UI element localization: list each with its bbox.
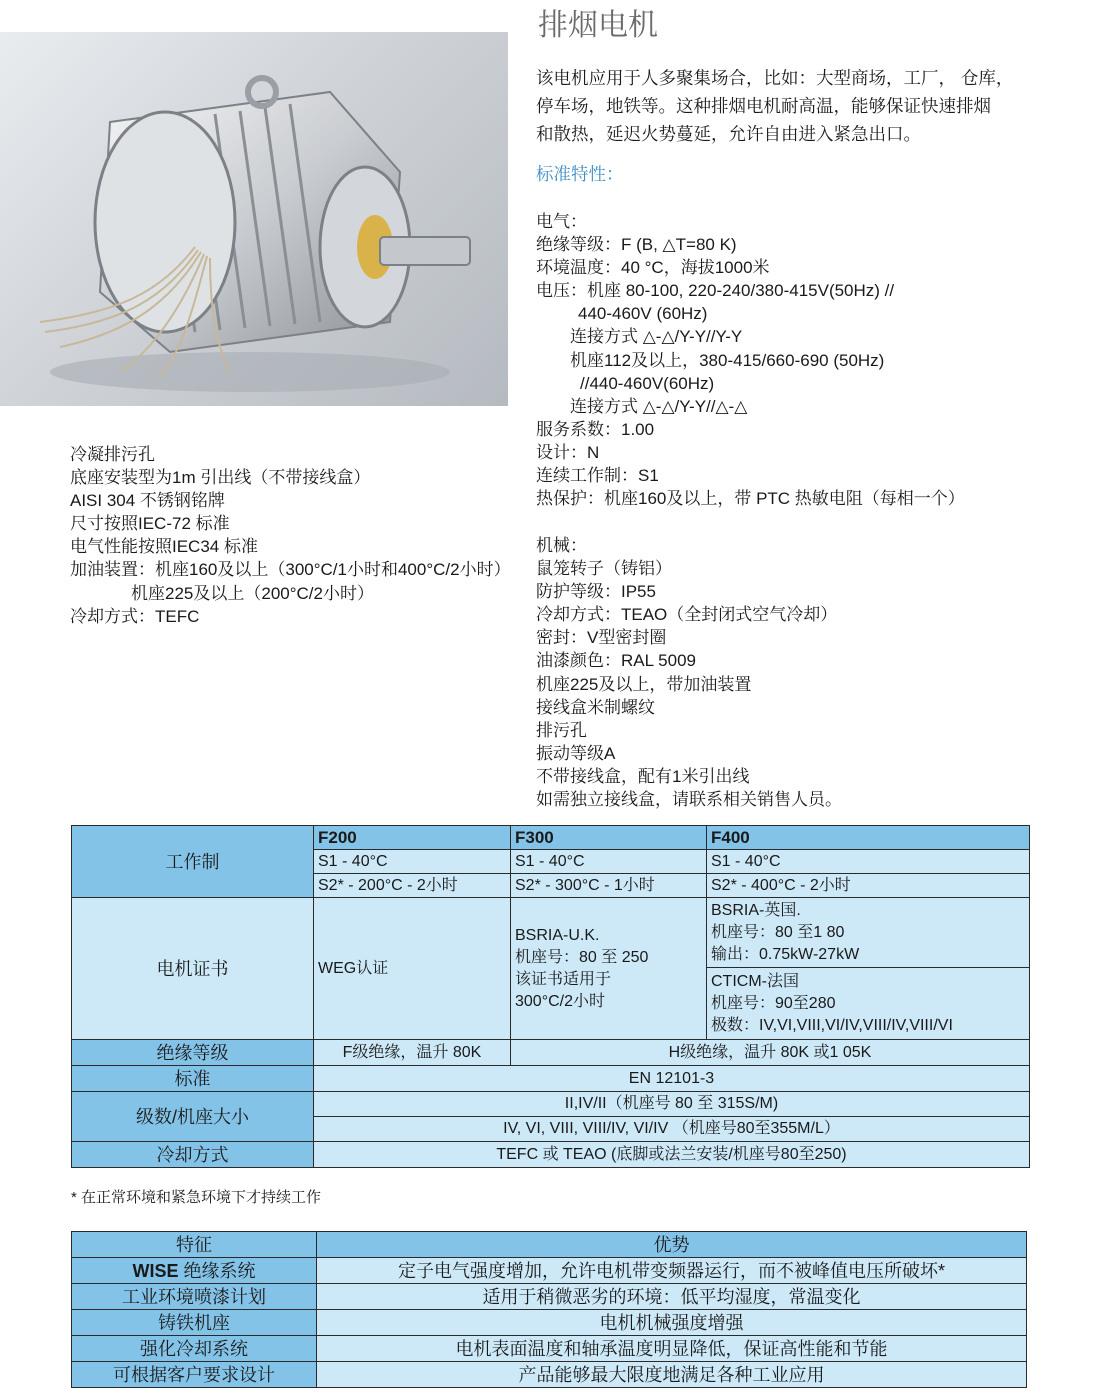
electrical-specs: [536, 210, 965, 510]
mechanical-specs: [536, 534, 842, 811]
poles-line-1: II,IV/II（机座号 80 至 315S/M): [314, 1092, 1030, 1117]
spec-line: 机座225及以上，带加油装置: [536, 674, 752, 694]
cert-f400-line: 极数：IV,VI,VIII,VI/IV,VIII/IV,VIII/VI: [711, 1016, 953, 1034]
cert-f400-bsria: [707, 898, 1030, 968]
cert-f400-line: 机座号：90至280: [711, 994, 836, 1012]
features-benefits-table: [71, 1231, 1027, 1388]
insulation-label: 绝缘等级: [72, 1040, 314, 1066]
spec-line: 环境温度：40 °C，海拔1000米: [536, 258, 770, 278]
spec-line: 如需独立接线盒，请联系相关销售人员。: [536, 790, 842, 810]
cert-f300-line: 该证书适用于: [515, 970, 612, 988]
spec-line: 机械：: [536, 536, 587, 555]
duty-s2-f400: S2* - 400°C - 2小时: [707, 874, 1030, 898]
duty-s2-f200: S2* - 200°C - 2小时: [314, 874, 511, 898]
feature-bold: WISE: [132, 1260, 179, 1281]
cert-label: 电机证书: [72, 898, 314, 1040]
spec-line: 连接方式 △-△/Y-Y//△-△: [570, 396, 748, 416]
motor-photo: [0, 32, 508, 406]
optional-features: [70, 443, 511, 628]
poles-line-2: IV, VI, VIII, VIII/IV, VI/IV （机座号80至355M/L）: [314, 1117, 1030, 1142]
cert-f200: WEG认证: [314, 898, 511, 1040]
feature-cell: 工业环境喷漆计划: [72, 1284, 317, 1310]
feature-cell: 可根据客户要求设计: [72, 1362, 317, 1388]
motor-illustration: [0, 32, 508, 406]
feature-line: 尺寸按照IEC-72 标准: [70, 514, 230, 534]
feature-cell: 强化冷却系统: [72, 1336, 317, 1362]
col-header-f300: F300: [511, 826, 707, 850]
cert-f400-line: BSRIA-英国.: [711, 901, 801, 919]
standard-label: 标准: [72, 1066, 314, 1092]
spec-line: 电压：机座 80-100, 220-240/380-415V(50Hz) //: [536, 281, 895, 301]
cert-f400-line: CTICM-法国: [711, 972, 799, 990]
feature-line: 电气性能按照IEC34 标准: [70, 537, 258, 557]
insulation-f200: F级绝缘，温升 80K: [314, 1040, 511, 1066]
col-header-f400: F400: [707, 826, 1030, 850]
spec-line: 连接方式 △-△/Y-Y//Y-Y: [570, 327, 743, 347]
header-feature: 特征: [72, 1232, 317, 1258]
benefit-cell: 定子电气强度增加，允许电机带变频器运行，而不被峰值电压所破坏*: [317, 1258, 1027, 1284]
intro-paragraph: [536, 64, 1056, 148]
cooling-value: TEFC 或 TEAO (底脚或法兰安装/机座号80至250): [314, 1142, 1030, 1168]
spec-line: 绝缘等级：F (B, △T=80 K): [536, 235, 737, 255]
benefit-cell: 电机表面温度和轴承温度明显降低，保证高性能和节能: [317, 1336, 1027, 1362]
spec-line: 油漆颜色：RAL 5009: [536, 651, 696, 671]
spec-line: 设计：N: [536, 442, 600, 462]
feature-cell: [72, 1258, 317, 1284]
standard-value: EN 12101-3: [314, 1066, 1030, 1092]
spec-line: 冷却方式：TEAO（全封闭式空气冷却）: [536, 605, 838, 625]
spec-line: 服务系数：1.00: [536, 419, 655, 439]
benefit-cell: 电机机械强度增强: [317, 1310, 1027, 1336]
cert-f300-line: BSRIA-U.K.: [515, 926, 600, 944]
duty-s1-f300: S1 - 40°C: [511, 850, 707, 874]
poles-label: 级数/机座大小: [72, 1092, 314, 1142]
model-comparison-table: [71, 825, 1030, 1168]
spec-line: 密封：V型密封圈: [536, 628, 667, 648]
feature-line: AISI 304 不锈钢铭牌: [70, 491, 225, 511]
spec-line: 机座112及以上，380-415/660-690 (50Hz): [570, 350, 885, 370]
feature-line: 加油装置：机座160及以上（300°C/1小时和400°C/2小时）: [70, 560, 511, 580]
feature-line: 冷凝排污孔: [70, 445, 155, 464]
cert-f400-cticm: [707, 968, 1030, 1040]
duty-s1-f400: S1 - 40°C: [707, 850, 1030, 874]
spec-line: 振动等级A: [536, 743, 616, 763]
intro-line: 该电机应用于人多聚集场合，比如：大型商场，工厂， 仓库，: [536, 68, 1014, 88]
feature-line: 底座安装型为1m 引出线（不带接线盒）: [70, 468, 371, 488]
footnote: * 在正常环境和紧急环境下才持续工作: [71, 1189, 322, 1206]
cert-f300-line: 300°C/2小时: [515, 992, 605, 1010]
spec-line: 440-460V (60Hz): [578, 304, 708, 324]
insulation-rest: H级绝缘，温升 80K 或1 05K: [511, 1040, 1030, 1066]
cert-f300-line: 机座号：80 至 250: [515, 948, 649, 966]
spec-line: 电气：: [536, 212, 587, 231]
standard-features-heading: 标准特性：: [536, 164, 624, 184]
benefit-cell: 产品能够最大限度地满足各种工业应用: [317, 1362, 1027, 1388]
intro-line: 和散热，延迟火势蔓延，允许自由进入紧急出口。: [536, 124, 921, 144]
intro-line: 停车场，地铁等。这种排烟电机耐高温，能够保证快速排烟: [536, 96, 991, 116]
spec-line: 热保护：机座160及以上，带 PTC 热敏电阻（每相一个）: [536, 489, 965, 509]
spec-line: 连续工作制：S1: [536, 466, 659, 486]
col-header-f200: F200: [314, 826, 511, 850]
feature-text: 绝缘系统: [178, 1260, 256, 1281]
duty-s1-f200: S1 - 40°C: [314, 850, 511, 874]
spec-line: 接线盒米制螺纹: [536, 697, 655, 717]
spec-line: 防护等级：IP55: [536, 582, 656, 602]
feature-line: 冷却方式：TEFC: [70, 606, 200, 626]
duty-s2-f300: S2* - 300°C - 1小时: [511, 874, 707, 898]
feature-cell: 铸铁机座: [72, 1310, 317, 1336]
spec-line: 排污孔: [536, 720, 587, 740]
duty-label: 工作制: [72, 826, 314, 898]
cert-f400-line: 输出：0.75kW-27kW: [711, 945, 860, 963]
page-title: 排烟电机: [538, 9, 658, 42]
spec-line: //440-460V(60Hz): [580, 373, 715, 393]
spec-line: 不带接线盒，配有1米引出线: [536, 766, 750, 786]
spec-line: 鼠笼转子（铸铝）: [536, 559, 672, 579]
header-benefit: 优势: [317, 1232, 1027, 1258]
cert-f300: [511, 898, 707, 1040]
cooling-label: 冷却方式: [72, 1142, 314, 1168]
feature-line: 机座225及以上（200°C/2小时）: [131, 583, 374, 603]
cert-f400-line: 机座号：80 至1 80: [711, 923, 845, 941]
benefit-cell: 适用于稍微恶劣的环境：低平均湿度，常温变化: [317, 1284, 1027, 1310]
